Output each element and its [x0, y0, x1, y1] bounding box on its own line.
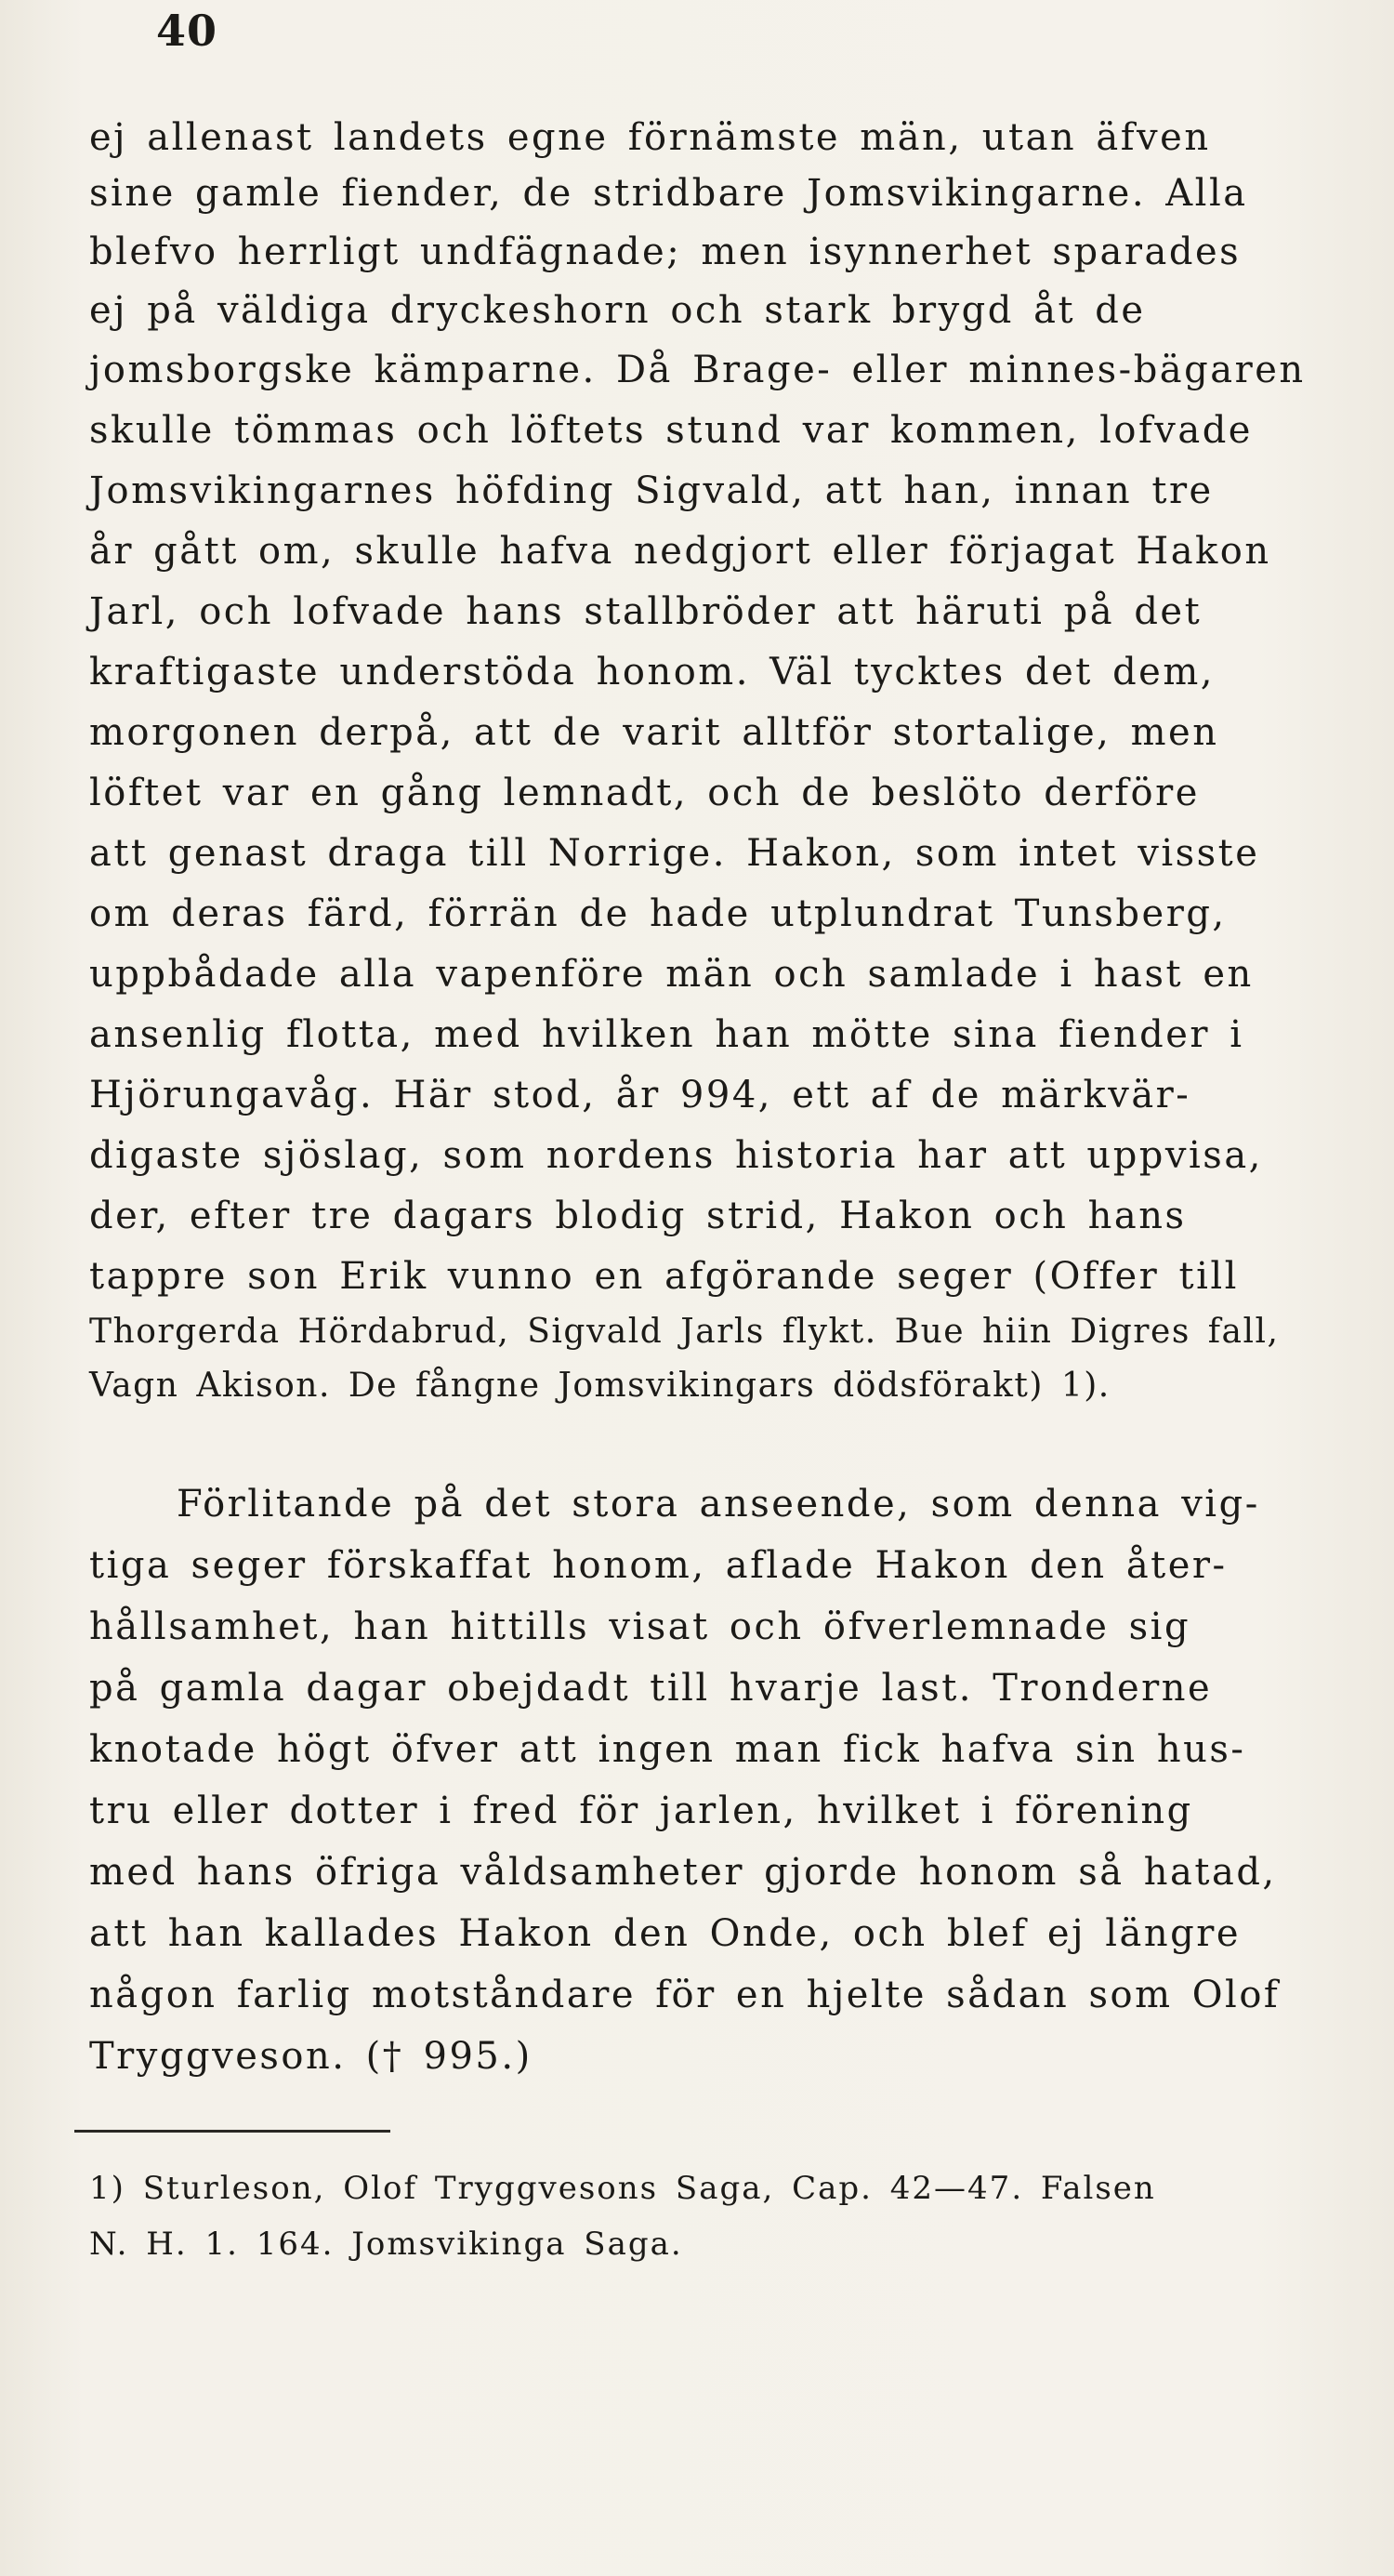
page-number: 40	[156, 6, 218, 56]
text-line: Jomsvikingarnes höfding Sigvald, att han, innan tre	[89, 469, 1214, 512]
text-line: ansenlig flotta, med hvilken han mötte sina fiender i	[89, 1013, 1244, 1056]
text-line: Vagn Akison. De fångne Jomsvikingars dödsförakt) 1).	[89, 1367, 1111, 1405]
text-line: knotade högt öfver att ingen man fick hafva sin hus-	[89, 1728, 1246, 1771]
footnote-line: N. H. 1. 164. Jomsvikinga Saga.	[89, 2226, 683, 2263]
text-line: Thorgerda Hördabrud, Sigvald Jarls flykt. Bue hiin Digres fall,	[89, 1313, 1280, 1351]
text-line: morgonen derpå, att de varit alltför stortalige, men	[89, 711, 1219, 754]
text-line: jomsborgske kämparne. Då Brage- eller minnes-bägaren	[89, 349, 1306, 391]
text-line: sine gamle fiender, de stridbare Jomsvikingarne. Alla	[89, 172, 1248, 215]
text-line: tru eller dotter i fred för jarlen, hvilket i förening	[89, 1790, 1193, 1832]
text-line: Jarl, och lofvade hans stallbröder att häruti på det	[89, 590, 1203, 633]
text-line: att han kallades Hakon den Onde, och blef ej längre	[89, 1912, 1242, 1955]
text-line: kraftigaste understöda honom. Väl tycktes det dem,	[89, 651, 1215, 694]
text-line: digaste sjöslag, som nordens historia har att uppvisa,	[89, 1134, 1263, 1177]
text-line: med hans öfriga våldsamheter gjorde honom så hatad,	[89, 1851, 1277, 1894]
text-line: tiga seger förskaffat honom, aflade Hakon den åter-	[89, 1544, 1228, 1587]
text-line: att genast draga till Norrige. Hakon, som intet visste	[89, 832, 1260, 875]
text-line: ej på väldiga dryckeshorn och stark brygd åt de	[89, 289, 1146, 332]
text-line: Förlitande på det stora anseende, som denna vig-	[177, 1483, 1260, 1526]
text-line: om deras färd, förrän de hade utplundrat Tunsberg,	[89, 892, 1227, 935]
text-line: skulle tömmas och löftets stund var kommen, lofvade	[89, 409, 1253, 452]
text-line: uppbådade alla vapenföre män och samlade i hast en	[89, 953, 1254, 996]
text-line: blefvo herrligt undfägnade; men isynnerhet sparades	[89, 231, 1242, 273]
text-line: på gamla dagar obejdadt till hvarje last. Tronderne	[89, 1667, 1213, 1710]
footnote-line: 1) Sturleson, Olof Tryggvesons Saga, Cap. 42—47. Falsen	[89, 2170, 1156, 2207]
text-line: ej allenast landets egne förnämste män, utan äfven	[89, 116, 1211, 159]
text-line: år gått om, skulle hafva nedgjort eller förjagat Hakon	[89, 530, 1271, 573]
text-line: tappre son Erik vunno en afgörande seger (Offer till	[89, 1255, 1239, 1298]
text-line: der, efter tre dagars blodig strid, Hakon och hans	[89, 1195, 1187, 1237]
text-line: Hjörungavåg. Här stod, år 994, ett af de märkvär-	[89, 1074, 1191, 1116]
text-line: någon farlig motståndare för en hjelte sådan som Olof	[89, 1974, 1281, 2016]
text-line: Tryggveson. († 995.)	[89, 2035, 533, 2078]
footnote-divider	[74, 2130, 390, 2133]
text-line: hållsamhet, han hittills visat och öfverlemnade sig	[89, 1605, 1191, 1648]
text-line: löftet var en gång lemnadt, och de beslöto derföre	[89, 772, 1200, 814]
